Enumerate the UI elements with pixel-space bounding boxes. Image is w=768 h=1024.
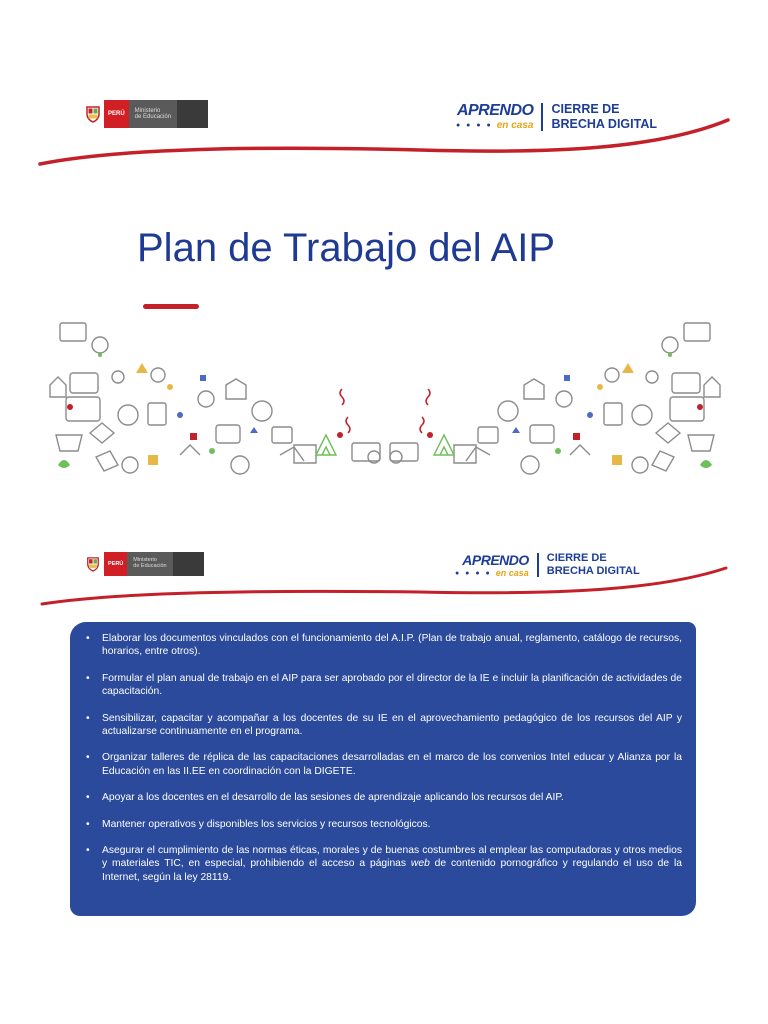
cierre-brecha-label: CIERRE DE BRECHA DIGITAL [551,102,658,131]
list-item: • Formular el plan anual de trabajo en el AIP para ser aprobado por el director de la IE e incluir la planificación de actividades de capacitación. [102,672,682,699]
list-item: • Organizar talleres de réplica de las capacitaciones desarrolladas en el marco de los convenios Intel educar y Alianza por la Educación en las II.EE en coordinación con la DIGETE. [102,751,682,778]
list-item: • Apoyar a los docentes en el desarrollo de las sesiones de aprendizaje aplicando los recursos del AIP. [102,791,682,804]
list-item: • Mantener operativos y disponibles los servicios y recursos tecnológicos. [102,818,682,831]
list-item: • Sensibilizar, capacitar y acompañar a los docentes de su IE en el aprovechamiento pedagógico de los recursos del AIP y actualizarse continuamente en el programa. [102,712,682,739]
page-title: Plan de Trabajo del AIP [137,226,556,270]
country-label: PERÚ [104,100,129,128]
ministry-label: Ministerio de Educación [127,552,172,576]
ministry-label: Ministerio de Educación [129,100,177,128]
functions-box [72,624,694,914]
functions-list [72,624,694,884]
country-label: PERÚ [104,552,127,576]
aprendo-logo: APRENDO ● ● ● ● en casa [455,552,529,578]
cierre-brecha-label: CIERRE DE BRECHA DIGITAL [546,552,640,577]
list-item: • Asegurar el cumplimiento de las normas éticas, morales y de buenas costumbres al emplear las computadoras y otros medios y materiales TIC, en especial, prohibiendo el acceso a páginas web de contenido pornográfico y regulando el uso de la Internet, según la ley 28119. [102,844,682,884]
education-doodle-illustration [40,315,730,480]
aprendo-logo: APRENDO ● ● ● ● en casa [456,102,534,131]
list-item: • Elaborar los documentos vinculados con el funcionamiento del A.I.P. (Plan de trabajo anual, reglamento, catálogo de recursos, horarios, entre otros). [102,632,682,659]
header-swoosh [0,564,768,614]
title-accent-bar [143,304,199,309]
header-swoosh [0,112,768,182]
slide-functions [0,512,768,1024]
